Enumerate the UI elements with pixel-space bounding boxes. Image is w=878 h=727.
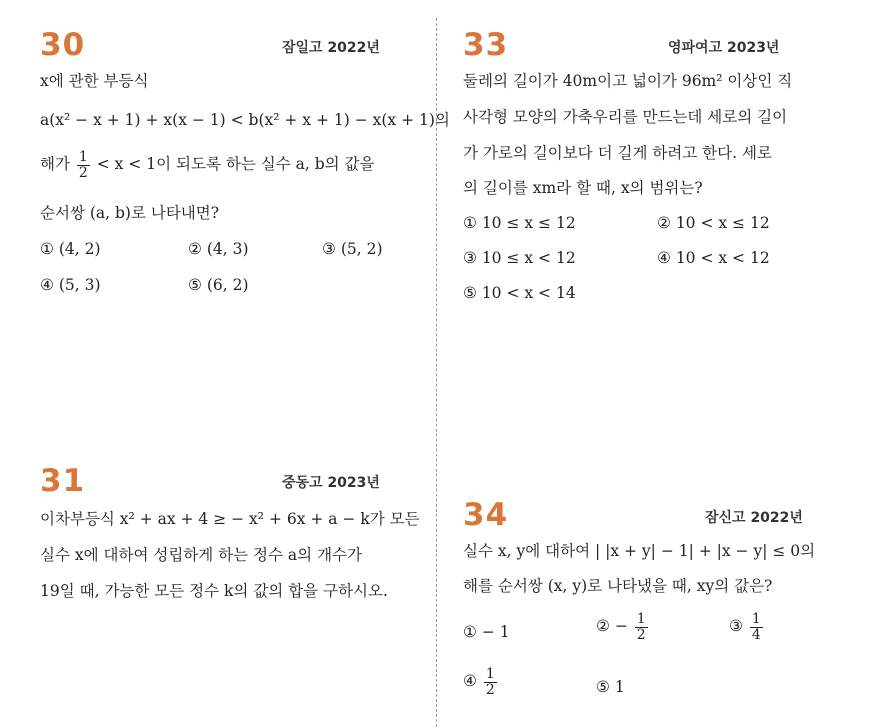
answer-option[interactable]: [729, 612, 765, 642]
answer-option[interactable]: [596, 612, 650, 642]
answer-option[interactable]: ③ (5, 2): [322, 240, 383, 258]
problem-text-line: 이차부등식 x² + ax + 4 ≥ − x² + 6x + a − k가 모든: [40, 510, 420, 528]
problem-text-line: 해를 순서쌍 (x, y)로 나타냈을 때, xy의 값은?: [463, 577, 773, 595]
answer-option[interactable]: ① (4, 2): [40, 240, 101, 258]
problem-number: 33: [463, 27, 509, 63]
problem-text-line: 순서쌍 (a, b)로 나타내면?: [40, 204, 220, 222]
answer-option[interactable]: ④ 10 < x < 12: [657, 249, 770, 267]
answer-option[interactable]: ② (4, 3): [188, 240, 249, 258]
problem-text: 해가: [40, 155, 70, 174]
problem-text-line: 실수 x에 대하여 성립하게 하는 정수 a의 개수가: [40, 546, 362, 564]
problem-source: 잠신고 2022년: [705, 510, 803, 526]
fraction: $\frac{1}{4}$: [751, 611, 761, 643]
problem-text-line: x에 관한 부등식: [40, 72, 149, 90]
problem-text-line: 19일 때, 가능한 모든 정수 k의 값의 합을 구하시오.: [40, 582, 388, 600]
answer-option[interactable]: [463, 667, 499, 697]
fraction: $\frac{1}{2}$: [78, 149, 88, 181]
option-label: ③: [729, 617, 743, 636]
fraction: $\frac{1}{2}$: [485, 666, 495, 698]
fraction: $\frac{1}{2}$: [636, 611, 646, 643]
answer-option[interactable]: ① − 1: [463, 623, 510, 641]
problem-number: 31: [40, 463, 86, 499]
problem-text-line: 둘레의 길이가 40m이고 넓이가 96m² 이상인 직: [463, 72, 793, 90]
problem-source: 잠일고 2022년: [282, 40, 380, 56]
answer-option[interactable]: ⑤ (6, 2): [188, 276, 249, 294]
answer-option[interactable]: ④ (5, 3): [40, 276, 101, 294]
problem-number: 34: [463, 497, 509, 533]
problem-text-line: 실수 x, y에 대하여 | |x + y| − 1| + |x − y| ≤ 0의: [463, 542, 816, 560]
problem-text-line-3: [40, 150, 374, 180]
problem-text-line: a(x² − x + 1) + x(x − 1) < b(x² + x + 1) − x(x + 1)의: [40, 111, 450, 129]
option-label: ④: [463, 672, 477, 691]
problem-text-line: 사각형 모양의 가축우리를 만드는데 세로의 길이: [463, 108, 788, 126]
problem-text: < x < 1이 되도록 하는 실수 a, b의 값을: [96, 155, 375, 174]
problem-number: 30: [40, 27, 86, 63]
problem-source: 중동고 2023년: [282, 475, 380, 491]
problem-text-line: 의 길이를 xm라 할 때, x의 범위는?: [463, 179, 703, 197]
answer-option[interactable]: ① 10 ≤ x ≤ 12: [463, 214, 576, 232]
answer-option[interactable]: ⑤ 10 < x < 14: [463, 284, 576, 302]
option-label: ② −: [596, 617, 628, 636]
problem-text-line: 가 가로의 길이보다 더 길게 하려고 한다. 세로: [463, 144, 772, 162]
answer-option[interactable]: ⑤ 1: [596, 678, 625, 696]
problem-source: 영파여고 2023년: [668, 40, 780, 56]
answer-option[interactable]: ③ 10 ≤ x < 12: [463, 249, 576, 267]
answer-option[interactable]: ② 10 < x ≤ 12: [657, 214, 770, 232]
